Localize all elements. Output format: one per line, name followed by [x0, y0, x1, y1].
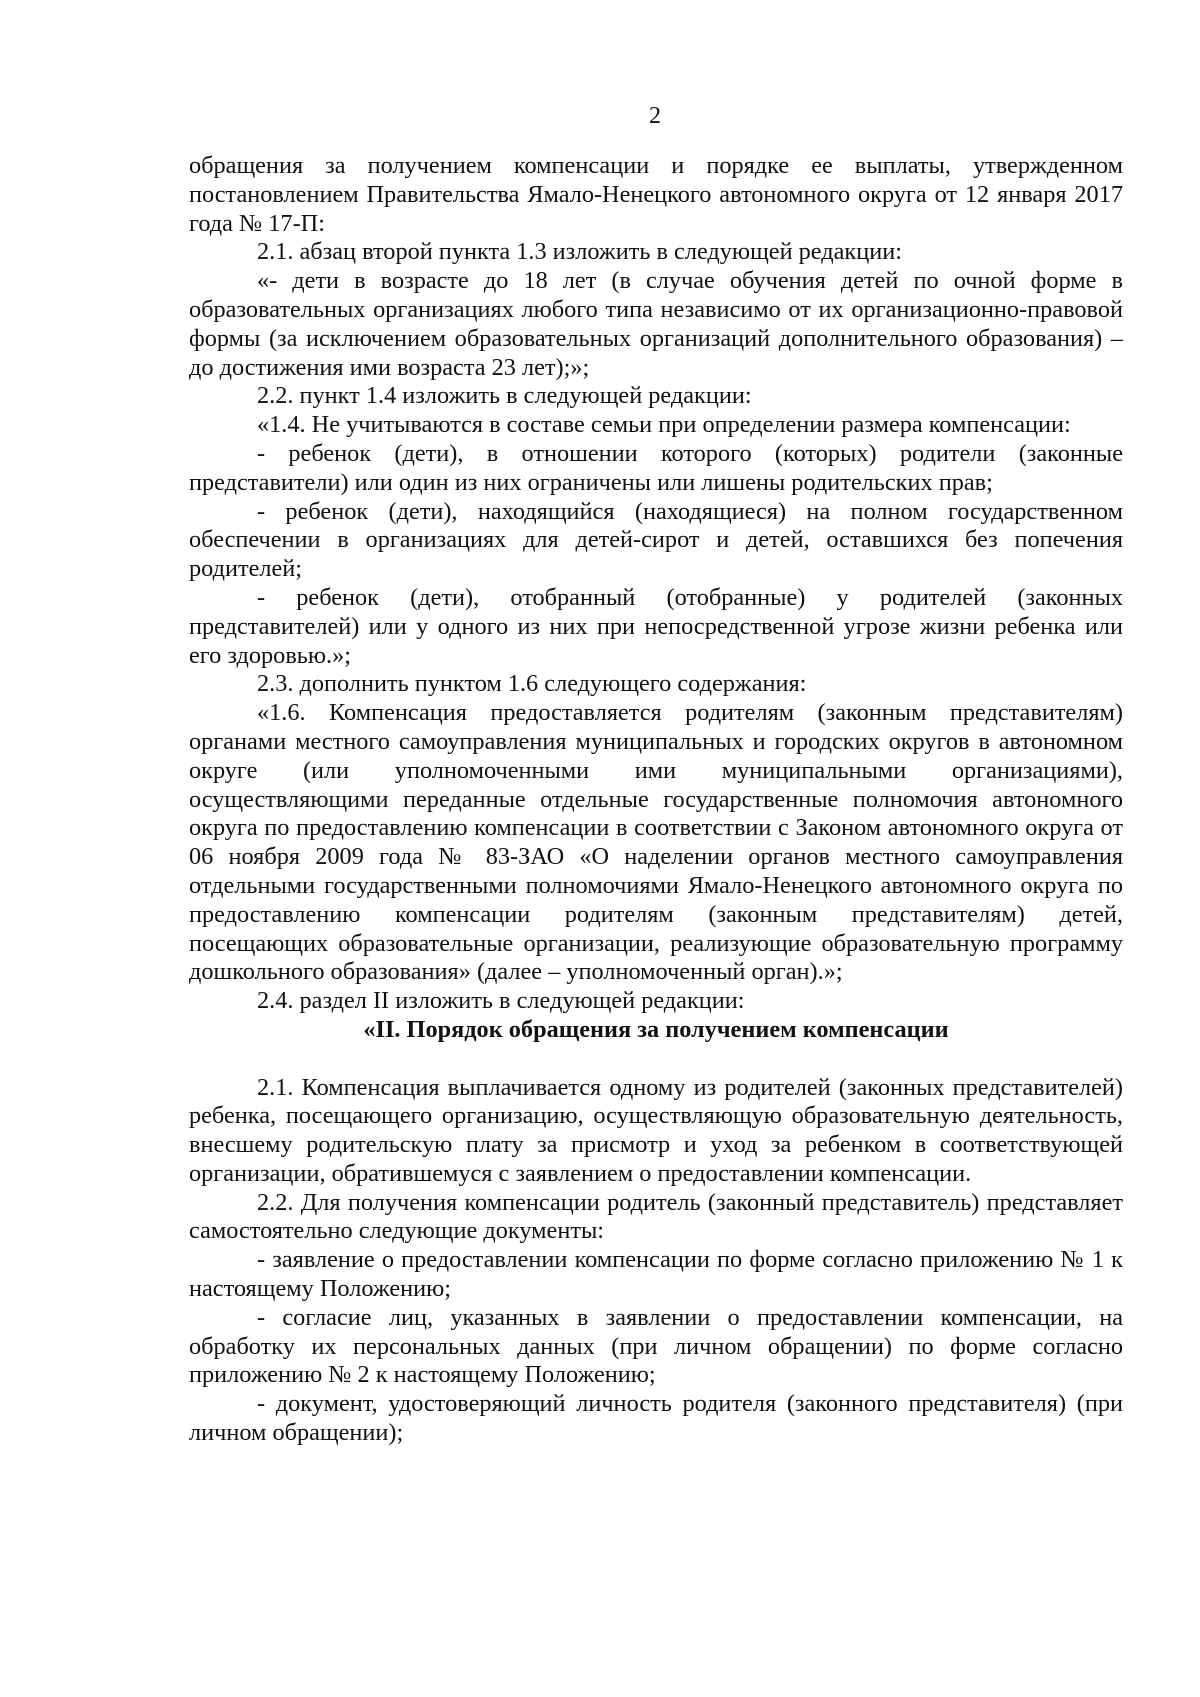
list-item-1-4-a: - ребенок (дети), в отношении которого (которых) родители (законные представители) или один из них ограничены или лишены родительских прав;	[189, 439, 1123, 496]
document-list-item-application: - заявление о предоставлении компенсации по форме согласно приложению № 1 к настоящему Положению;	[189, 1246, 1123, 1303]
section-paragraph-2-1: 2.1. Компенсация выплачивается одному из родителей (законных представителей) ребенка, посещающего организацию, осуществляющую образовательную деятельность, внесшему родительскую плату за присмотр и уход за ребенком в соответствующей организации, обратившемуся с заявлением о предоставлении компенсации.	[189, 1073, 1123, 1187]
section-heading: «II. Порядок обращения за получением компенсации	[363, 1015, 949, 1043]
document-list-item-id: - документ, удостоверяющий личность родителя (законного представителя) (при личном обращении);	[189, 1390, 1123, 1447]
spacer	[189, 1045, 1123, 1074]
page-number: 2	[649, 103, 661, 129]
paragraph-2-1-text: «- дети в возрасте до 18 лет (в случае обучения детей по очной форме в образовательных организациях любого типа независимо от их организационно-правовой формы (за исключением образовательных организаций дополнительного образования) – до достижения ими возраста 23 лет);»;	[189, 267, 1123, 381]
paragraph-2-4: 2.4. раздел II изложить в следующей редакции:	[257, 987, 745, 1015]
paragraph-intro: обращения за получением компенсации и порядке ее выплаты, утвержденном постановлением Правительства Ямало-Ненецкого автономного округа от 12 января 2017 года № 17-П:	[189, 152, 1123, 237]
list-item-1-4-b: - ребенок (дети), находящийся (находящиеся) на полном государственном обеспечении в организациях для детей-сирот и детей, оставшихся без попечения родителей;	[189, 497, 1123, 583]
paragraph-2-3: 2.3. дополнить пунктом 1.6 следующего содержания:	[257, 670, 807, 698]
paragraph-2-1: 2.1. абзац второй пункта 1.3 изложить в следующей редакции:	[257, 238, 902, 266]
document-list-item-consent: - согласие лиц, указанных в заявлении о предоставлении компенсации, на обработку их персональных данных (при личном обращении) по форме согласно приложению № 2 к настоящему Положению;	[189, 1303, 1123, 1389]
section-paragraph-2-2: 2.2. Для получения компенсации родитель (законный представитель) представляет самостоятельно следующие документы:	[189, 1188, 1123, 1245]
paragraph-1-6: «1.6. Компенсация предоставляется родителям (законным представителям) органами местного самоуправления муниципальных и городских округов в автономном округе (или уполномоченными ими муниципальными организациями), осуществляющими переданные отдельные государственные полномочия автономного округа по предоставлению компенсации в соответствии с Законом автономного округа от 06 ноября 2009 года № 83-ЗАО «О наделении органов местного самоуправления отдельными государственными полномочиями Ямало-Ненецкого автономного округа по предоставлению компенсации родителям (законным представителям) детей, посещающих образовательные организации, реализующие образовательную программу дошкольного образования» (далее – уполномоченный орган).»;	[189, 699, 1123, 986]
paragraph-1-4: «1.4. Не учитываются в составе семьи при определении размера компенсации:	[257, 411, 1071, 439]
document-body	[189, 152, 1123, 1448]
list-item-1-4-c: - ребенок (дети), отобранный (отобранные) у родителей (законных представителей) или у одного из них при непосредственной угрозе жизни ребенка или его здоровью.»;	[189, 583, 1123, 669]
paragraph-2-2: 2.2. пункт 1.4 изложить в следующей редакции:	[257, 382, 752, 410]
